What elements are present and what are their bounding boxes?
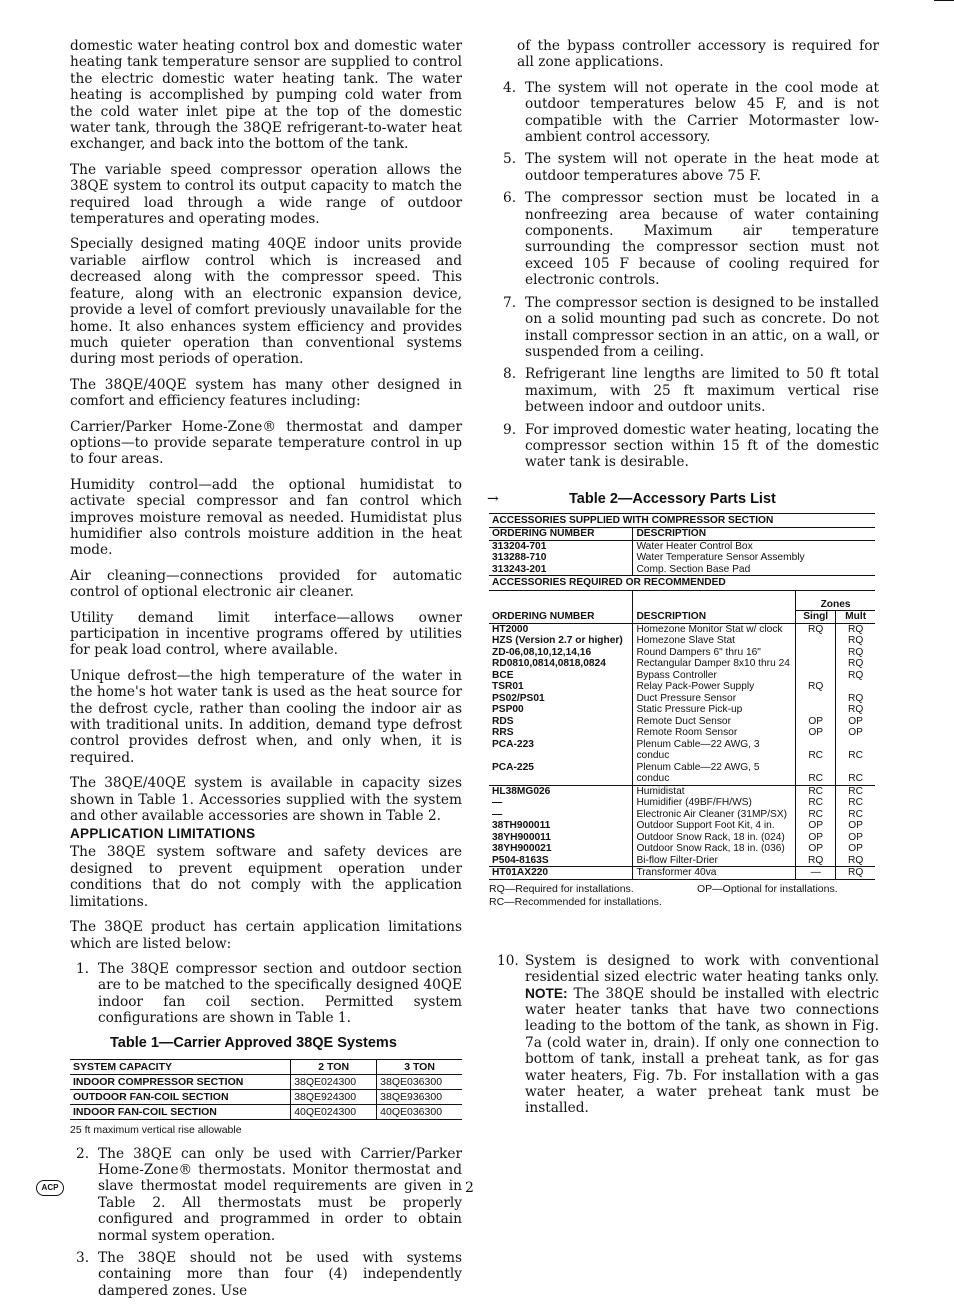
- table-row: [489, 693, 875, 705]
- limitations-list-part3: [497, 80, 879, 471]
- table-cell: OP: [836, 716, 875, 728]
- table-header-cell: 2 TON: [291, 1059, 377, 1074]
- table-cell: Static Pressure Pick-up: [633, 704, 796, 716]
- paragraph: The 38QE/40QE system is available in capacity sizes shown in Table 1. Accessories supplied with the system and other available accessories are shown in Table 2.: [70, 775, 462, 825]
- list-item-number: 6.: [503, 190, 517, 207]
- table-row: [489, 867, 875, 880]
- paragraph: domestic water heating control box and domestic water heating tank temperature sensor are supplied to control the electric domestic water heating tank. The water heating is accomplished by pumping cold water from the cold water inlet pipe at the top of the domestic water tank, through the 38QE refrigerant-to-water heat exchanger, and back into the bottom of the tank.: [70, 38, 462, 153]
- table-header-cell: DESCRIPTION: [633, 528, 875, 541]
- table-cell: [796, 658, 836, 670]
- table-section-title: ACCESSORIES SUPPLIED WITH COMPRESSOR SECTION: [489, 513, 875, 528]
- table-cell: RQ: [836, 693, 875, 705]
- table-row: [489, 797, 875, 809]
- table-cell: RQ: [836, 623, 875, 635]
- table-cell: RC: [796, 809, 836, 821]
- table-cell: Outdoor Support Foot Kit, 4 in.: [633, 820, 796, 832]
- table-cell: INDOOR FAN-COIL SECTION: [70, 1104, 291, 1119]
- table-cell: RC: [796, 739, 836, 762]
- list-item: [70, 1146, 462, 1244]
- list-item-text: The 38QE should not be used with systems containing more than four (4) independently dampered zones. Use: [98, 1249, 462, 1299]
- paragraph: The variable speed compressor operation allows the 38QE system to control its output capacity to match the required load through a wide range of outdoor temperatures and operating modes.: [70, 161, 462, 228]
- table-cell: RQ: [796, 681, 836, 693]
- table-row: [489, 785, 875, 797]
- list-item: [497, 80, 879, 146]
- list-item-text: For improved domestic water heating, locating the compressor section within 15 ft of the domestic water tank is desirable.: [525, 421, 879, 471]
- table-cell: RQ: [836, 855, 875, 867]
- list-item-text: [525, 953, 879, 1117]
- table-cell: 38QE036300: [377, 1074, 462, 1089]
- table-cell: RC: [836, 739, 875, 762]
- table-cell: RC: [836, 785, 875, 797]
- table1-title: Table 1—Carrier Approved 38QE Systems: [110, 1034, 397, 1051]
- paragraph: The 38QE system software and safety devices are designed to prevent equipment operation under conditions that do not comply with the application limitations.: [70, 844, 462, 910]
- table-cell: OP: [836, 832, 875, 844]
- paragraph: The 38QE/40QE system has many other designed in comfort and efficiency features including:: [70, 376, 462, 410]
- table-cell: OP: [796, 727, 836, 739]
- table-cell: HL38MG026: [492, 785, 551, 797]
- table-cell: Outdoor Snow Rack, 18 in. (036): [633, 843, 796, 855]
- table-section-title: ACCESSORIES REQUIRED OR RECOMMENDED: [489, 576, 875, 591]
- table-cell: 38YH900021: [492, 843, 552, 855]
- empty-cell: [633, 590, 796, 611]
- list-item: [497, 422, 879, 471]
- table-cell: 313288-710: [492, 552, 547, 564]
- table-header-cell: Singl: [796, 611, 836, 624]
- table-cell: Homezone Slave Stat: [633, 635, 796, 647]
- table-row: [489, 635, 875, 647]
- table-row: [489, 855, 875, 867]
- table1-footnote: 25 ft maximum vertical rise allowable: [70, 1123, 242, 1136]
- table-row: [489, 647, 875, 659]
- table-cell: PCA-225: [489, 762, 633, 786]
- table-cell: RC: [796, 797, 836, 809]
- list-item-number: 7.: [503, 294, 517, 311]
- table-cell: HZS (Version 2.7 or higher): [492, 635, 623, 647]
- table-cell: Humidifier (49BF/FH/WS): [633, 797, 796, 809]
- table-row: [489, 704, 875, 716]
- list-item: [497, 190, 879, 288]
- table-row: [489, 552, 875, 564]
- paragraph: Air cleaning—connections provided for automatic control of optional electronic air cleaner.: [70, 567, 462, 601]
- list-item-number: 9.: [503, 421, 517, 438]
- table2-heading: [487, 491, 879, 507]
- table-row: [489, 658, 875, 670]
- table-row: [489, 540, 875, 552]
- table-cell: OUTDOOR FAN-COIL SECTION: [70, 1089, 291, 1104]
- table-row: [489, 762, 875, 786]
- table2: [489, 513, 875, 880]
- table-cell: [796, 704, 836, 716]
- table-row: [70, 1074, 462, 1089]
- table-cell: Rectangular Damper 8x10 thru 24: [633, 658, 796, 670]
- list-item-number: 8.: [503, 366, 517, 383]
- table-cell: TSR01: [492, 681, 524, 693]
- item10-text-before: System is designed to work with conventional residential sized electric water heating tanks only.: [525, 952, 879, 986]
- table-cell: RC: [836, 809, 875, 821]
- list-item-text: The compressor section is designed to be installed on a solid mounting pad such as concrete. Do not install compressor section in an attic, on a wall, or suspended from a ceiling.: [525, 294, 879, 360]
- paragraph: Unique defrost—the high temperature of the water in the home's hot water tank is used as the heat source for the defrost cycle, rather than cooling the indoor air as with traditional units. In addition, demand type defrost control provides defrost when, and only when, it is required.: [70, 667, 462, 766]
- list-item-text: The system will not operate in the cool mode at outdoor temperatures below 45 F, and is not compatible with the Carrier Motormaster low-ambient control accessory.: [525, 79, 879, 146]
- right-column: [487, 38, 879, 1125]
- table-cell: [836, 681, 875, 693]
- left-column: [70, 38, 462, 1307]
- table-section-row: [489, 513, 875, 528]
- table-cell: [796, 693, 836, 705]
- table-cell: RC: [836, 762, 875, 786]
- table-cell: Relay Pack-Power Supply: [633, 681, 796, 693]
- paragraph-continuation: of the bypass controller accessory is required for all zone applications.: [517, 38, 879, 71]
- table-header-cell: SYSTEM CAPACITY: [70, 1059, 291, 1074]
- limitations-list-part1: [70, 961, 462, 1027]
- table-cell: PSP00: [492, 704, 524, 716]
- table-cell: Duct Pressure Sensor: [633, 693, 796, 705]
- table-header-cell: ORDERING NUMBER: [489, 611, 633, 624]
- table-cell: Electronic Air Cleaner (31MP/SX): [633, 809, 796, 821]
- change-arrow-icon: →: [487, 490, 499, 507]
- table-cell: [796, 647, 836, 659]
- table-cell: 38QE024300: [291, 1074, 377, 1089]
- acp-logo: ACP: [36, 1180, 64, 1196]
- table-cell: Remote Duct Sensor: [633, 716, 796, 728]
- table-row: [489, 681, 875, 693]
- list-item-text: The 38QE can only be used with Carrier/Parker Home-Zone® thermostats. Monitor thermostat and slave thermostat model requirements are given in Table 2. All thermostats must be properly configured and programmed in order to obtain normal system operation.: [98, 1145, 462, 1244]
- table-header-cell: Mult: [836, 611, 875, 624]
- list-item: [70, 1250, 462, 1299]
- table-cell: Bypass Controller: [633, 670, 796, 682]
- table-row: [489, 809, 875, 821]
- table-cell: INDOOR COMPRESSOR SECTION: [70, 1074, 291, 1089]
- table-cell: Remote Room Sensor: [633, 727, 796, 739]
- table-cell: OP: [836, 820, 875, 832]
- table2-title: Table 2—Accessory Parts List: [569, 490, 776, 507]
- table-cell: OP: [796, 716, 836, 728]
- table-cell: Outdoor Snow Rack, 18 in. (024): [633, 832, 796, 844]
- table-cell: Plenum Cable—22 AWG, 5 conduc: [633, 762, 796, 786]
- table-cell: RQ: [836, 670, 875, 682]
- table-cell: RC: [796, 785, 836, 797]
- table-row: [489, 832, 875, 844]
- paragraph: The 38QE product has certain application limitations which are listed below:: [70, 919, 462, 952]
- table-cell: RDS: [492, 715, 514, 727]
- list-item-text: The 38QE compressor section and outdoor section are to be matched to the specifically designed 40QE indoor fan coil section. Permitted system configurations are shown in Table 1.: [98, 960, 462, 1027]
- list-item: [497, 151, 879, 184]
- table-cell: OP: [796, 820, 836, 832]
- table-cell: Water Heater Control Box: [633, 540, 875, 552]
- table-cell: 38QE936300: [377, 1089, 462, 1104]
- table-cell: Transformer 40va: [633, 867, 796, 880]
- table-cell: Humidistat: [633, 785, 796, 797]
- zones-header: Zones: [796, 590, 875, 611]
- section-heading-application-limitations: APPLICATION LIMITATIONS: [70, 826, 256, 842]
- legend-rc: RC—Recommended for installations.: [489, 895, 662, 908]
- table-row: [489, 843, 875, 855]
- table-cell: —: [492, 808, 503, 820]
- legend-op: OP—Optional for installations.: [697, 882, 838, 895]
- table-cell: RQ: [836, 647, 875, 659]
- table-cell: RRS: [492, 727, 514, 739]
- legend-rq: RQ—Required for installations.: [489, 882, 634, 895]
- table-row: [70, 1104, 462, 1119]
- table-cell: HT2000: [492, 623, 529, 635]
- table-cell: RQ: [836, 867, 875, 880]
- table-cell: RQ: [796, 623, 836, 635]
- table-cell: [796, 635, 836, 647]
- table-cell: 38QE924300: [291, 1089, 377, 1104]
- table-cell: Round Dampers 6" thru 16": [633, 647, 796, 659]
- table-cell: OP: [796, 832, 836, 844]
- list-item-text: The compressor section must be located in a nonfreezing area because of water containing components. Maximum air temperature surrounding the compressor section must not exceed 105 F because of cooling required for electronic controls.: [525, 190, 879, 289]
- item10-text-after: The 38QE should be installed with electric water heater tanks that have two connections leading to the bottom of the tank, as shown in Fig. 7a (cold water in, drain). If only one connection to bottom of tank, install a preheat tank, as for gas water heaters, Fig. 7b. For installation with a gas water heater, a water preheat tank must be installed.: [525, 985, 879, 1117]
- list-item-text: Refrigerant line lengths are limited to 50 ft total maximum, with 25 ft maximum vertical rise between indoor and outdoor units.: [525, 366, 879, 416]
- table-row: [489, 820, 875, 832]
- list-item: [497, 295, 879, 361]
- table-cell: RD0810,0814,0818,0824: [492, 658, 606, 670]
- table-cell: PCA-223: [492, 738, 534, 750]
- table-cell: ZD-06,08,10,12,14,16: [492, 646, 592, 658]
- table-row: [489, 739, 875, 762]
- table-cell: 313243-201: [492, 563, 547, 575]
- table-cell: [796, 670, 836, 682]
- table-row: [489, 564, 875, 576]
- page-edge-mark: [934, 0, 954, 1]
- table-cell: RQ: [836, 704, 875, 716]
- list-item-number: 4.: [503, 79, 517, 96]
- table-zones-row: [489, 590, 875, 611]
- table-cell: Water Temperature Sensor Assembly: [633, 552, 875, 564]
- table-row: [489, 716, 875, 728]
- list-item-number: 3.: [76, 1249, 90, 1266]
- table-cell: RQ: [796, 855, 836, 867]
- limitations-list-part2: [70, 1146, 462, 1300]
- paragraph: Humidity control—add the optional humidistat to activate special compressor and fan control which improves moisture removal as needed. Humidistat plus humidifier also controls moisture addition in the heat mode.: [70, 476, 462, 559]
- table-row: [489, 623, 875, 635]
- limitations-list-part4: [497, 953, 879, 1117]
- table-header-row: [489, 528, 875, 541]
- table-cell: —: [492, 797, 503, 809]
- table-cell: 40QE024300: [291, 1104, 377, 1119]
- table-cell: 38YH900011: [492, 831, 551, 843]
- table-row: [70, 1089, 462, 1104]
- table-header-cell: DESCRIPTION: [633, 611, 796, 624]
- table2-body: [489, 623, 875, 879]
- paragraph: Carrier/Parker Home-Zone® thermostat and damper options—to provide separate temperature control in up to four areas.: [70, 418, 462, 468]
- list-item: [497, 366, 879, 415]
- table-cell: PS02/PS01: [492, 692, 545, 704]
- list-item-number: 10.: [497, 952, 519, 969]
- table-cell: —: [796, 867, 836, 880]
- table-header-row: [489, 611, 875, 624]
- paragraph: Specially designed mating 40QE indoor units provide variable airflow control which is increased and decreased along with the compressor speed. This feature, along with an electronic expansion device, provide a level of comfort previously unavailable for the home. It also enhances system efficiency and provides much quieter operation than conventional systems during most periods of operation.: [70, 236, 462, 368]
- list-item-number: 2.: [76, 1145, 90, 1162]
- table-cell: 40QE036300: [377, 1104, 462, 1119]
- table-cell: HT01AX220: [489, 867, 633, 880]
- table-header-cell: 3 TON: [377, 1059, 462, 1074]
- table-cell: RC: [836, 797, 875, 809]
- table-cell: OP: [836, 727, 875, 739]
- table-header-cell: ORDERING NUMBER: [489, 528, 633, 541]
- list-item-text: The system will not operate in the heat mode at outdoor temperatures above 75 F.: [525, 151, 879, 184]
- table-cell: P504-8163S: [489, 855, 633, 867]
- table-row: [489, 670, 875, 682]
- table-cell: OP: [796, 843, 836, 855]
- table-cell: Plenum Cable—22 AWG, 3 conduc: [633, 739, 796, 762]
- list-item-number: 1.: [76, 960, 90, 977]
- table-cell: Comp. Section Base Pad: [633, 564, 875, 576]
- paragraph: Utility demand limit interface—allows owner participation in incentive programs offered by utilities for peak load control, where available.: [70, 609, 462, 659]
- table-cell: OP: [836, 843, 875, 855]
- table-header-row: [70, 1059, 462, 1074]
- table-cell: Homezone Monitor Stat w/ clock: [633, 623, 796, 635]
- list-item: [497, 953, 879, 1117]
- table-cell: Bi-flow Filter-Drier: [633, 855, 796, 867]
- table-cell: RQ: [836, 635, 875, 647]
- table-cell: 313204-701: [492, 540, 547, 552]
- table2-legend: [489, 883, 879, 909]
- table-cell: BCE: [492, 669, 514, 681]
- table-cell: RQ: [836, 658, 875, 670]
- table-cell: 38TH900011: [492, 820, 551, 832]
- table-section-row: [489, 576, 875, 591]
- list-item-number: 5.: [503, 151, 517, 168]
- list-item: [70, 961, 462, 1027]
- note-label: NOTE:: [525, 985, 568, 1001]
- page-number: 2: [465, 1180, 474, 1196]
- table-cell: RC: [796, 762, 836, 786]
- table-row: [489, 727, 875, 739]
- table1: [70, 1059, 462, 1120]
- empty-cell: [489, 590, 633, 611]
